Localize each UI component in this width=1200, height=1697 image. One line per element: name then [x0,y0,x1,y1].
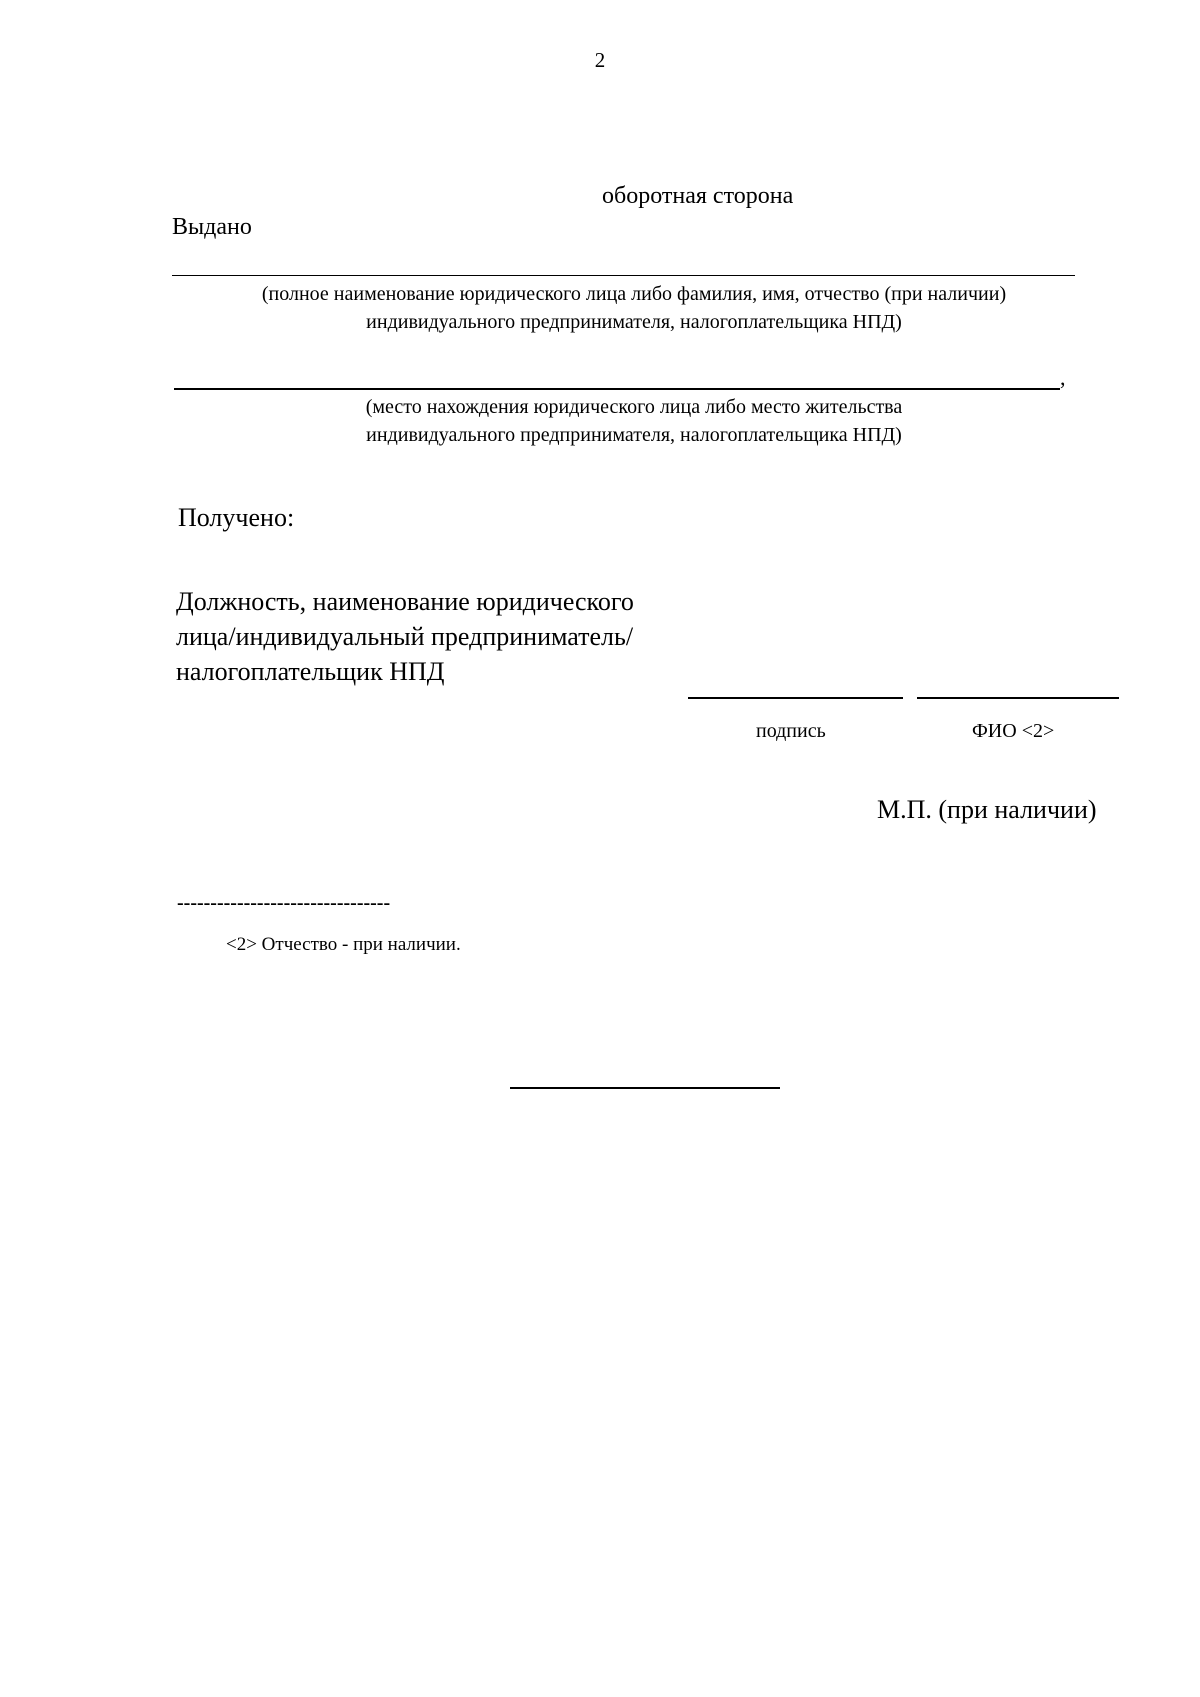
footnote-2: <2> Отчество - при наличии. [226,934,461,955]
footnote-separator: -------------------------------- [177,892,391,914]
received-label: Получено: [178,503,295,532]
position-line-3: налогоплательщик НПД [176,657,445,686]
name-caption-line-2: индивидуального предпринимателя, налогоплательщика НПД) [366,311,902,333]
issued-label: Выдано [172,214,252,240]
address-caption-line-2: индивидуального предпринимателя, налогоплательщика НПД) [366,424,902,446]
address-field-line [174,388,1060,390]
position-line-2: лица/индивидуальный предприниматель/ [176,622,634,651]
form-side-label: оборотная сторона [602,183,794,209]
fio-caption: ФИО <2> [972,720,1055,742]
page-number: 2 [594,48,606,72]
fio-line [917,697,1119,699]
signature-line [688,697,903,699]
address-field-caption [172,393,1096,449]
position-block [176,584,696,689]
address-comma: , [1060,365,1066,390]
name-field-line [172,275,1075,276]
name-caption-line-1: (полное наименование юридического лица либо фамилия, имя, отчество (при наличии) [261,283,1007,305]
address-caption-line-1: (место нахождения юридического лица либо место жительства [365,396,903,418]
name-field-caption [172,280,1096,336]
position-line-1: Должность, наименование юридического [176,587,634,616]
end-of-document-line [510,1087,780,1089]
stamp-label: М.П. (при наличии) [877,795,1097,824]
signature-caption: подпись [756,720,826,742]
